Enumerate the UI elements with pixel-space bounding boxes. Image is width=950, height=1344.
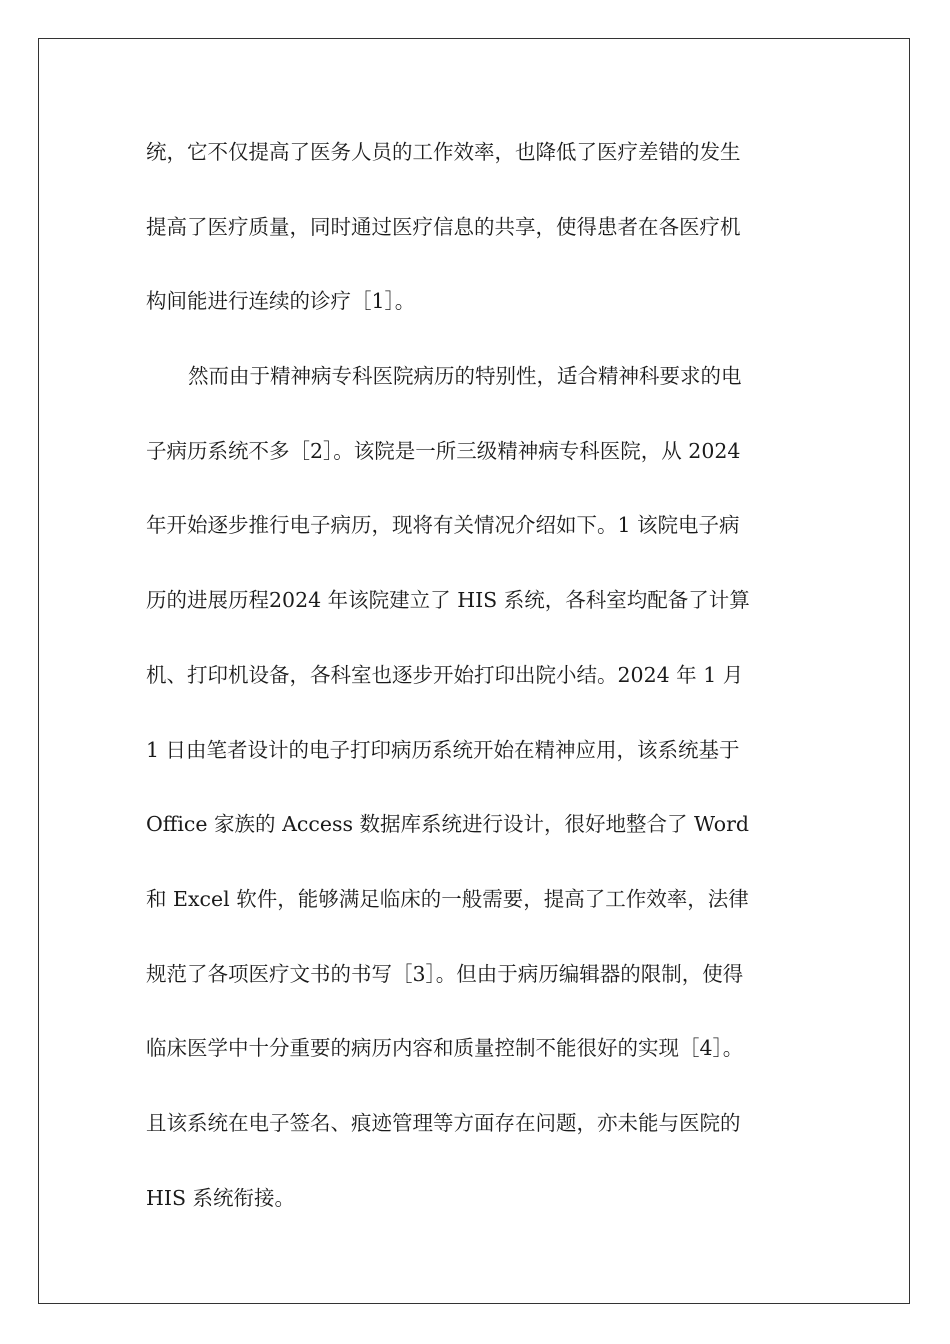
text-line-5: 子病历系统不多［2］。该院是一所三级精神病专科医院，从 2024 (146, 438, 741, 463)
text-line-7: 历的进展历程2024 年该院建立了 HIS 系统，各科室均配备了计算 (146, 588, 750, 613)
text-line-12: 规范了各项医疗文书的书写［3］。但由于病历编辑器的限制，使得 (146, 961, 744, 986)
document-body (146, 130, 806, 1250)
text-line-8: 机、打印机设备，各科室也逐步开始打印出院小结。2024 年 1 月 (146, 662, 744, 687)
text-line-3: 构间能进行连续的诊疗［1］。 (146, 289, 416, 314)
text-line-1: 统，它不仅提高了医务人员的工作效率，也降低了医疗差错的发生 (146, 140, 741, 164)
text-line-15: HIS 系统衔接。 (146, 1185, 296, 1210)
text-line-10: Office 家族的 Access 数据库系统进行设计，很好地整合了 Word (146, 812, 749, 837)
text-line-13: 临床医学中十分重要的病历内容和质量控制不能很好的实现［4］。 (146, 1036, 744, 1061)
text-line-14: 且该系统在电子签名、痕迹管理等方面存在问题，亦未能与医院的 (146, 1110, 741, 1135)
text-line-2: 提高了医疗质量，同时通过医疗信息的共享，使得患者在各医疗机 (146, 214, 741, 239)
text-line-9: 1 日由笔者设计的电子打印病历系统开始在精神应用，该系统基于 (146, 737, 740, 762)
text-line-6: 年开始逐步推行电子病历，现将有关情况介绍如下。1 该院电子病 (146, 513, 740, 538)
text-line-11: 和 Excel 软件，能够满足临床的一般需要，提高了工作效率，法律 (146, 886, 749, 911)
text-line-4: 然而由于精神病专科医院病历的特别性，适合精神科要求的电 (188, 364, 742, 389)
